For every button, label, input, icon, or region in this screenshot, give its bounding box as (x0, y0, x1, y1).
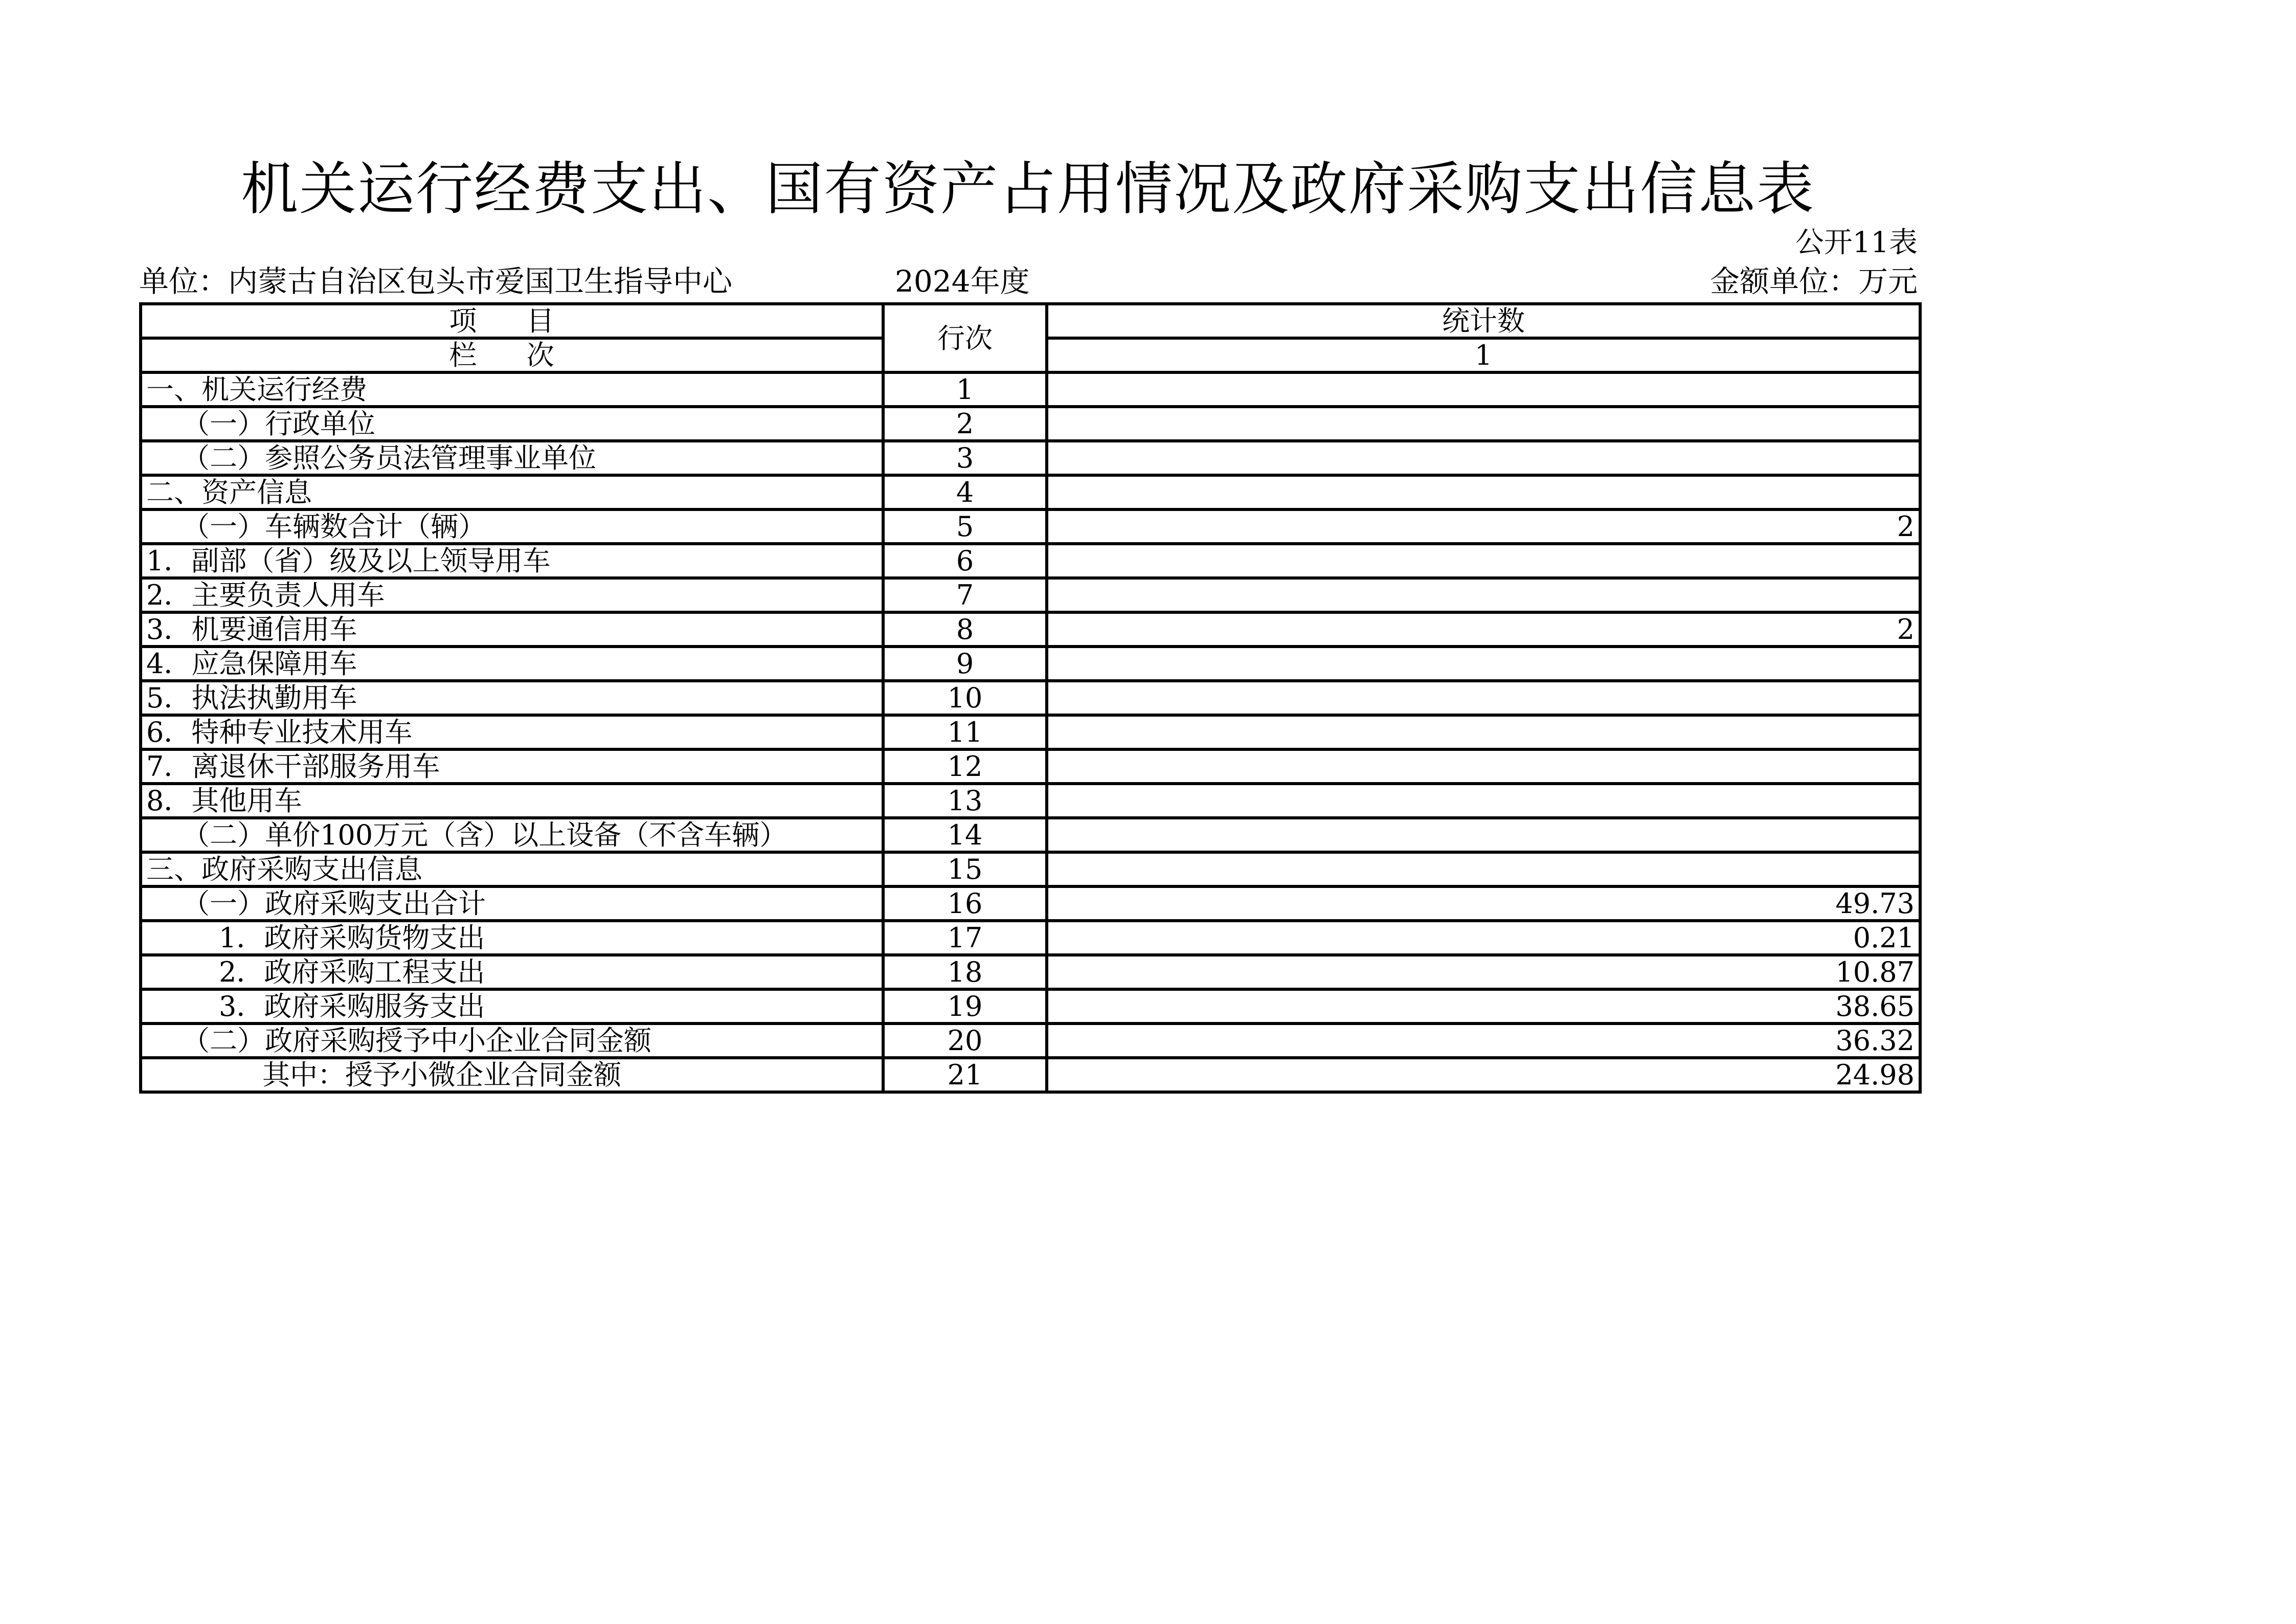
row-number: 13 (883, 784, 1047, 818)
row-value: 38.65 (1047, 989, 1920, 1024)
row-label: 5．执法执勤用车 (141, 681, 883, 715)
table-row (141, 544, 1920, 578)
page-title: 机关运行经费支出、国有资产占用情况及政府采购支出信息表 (241, 156, 1815, 223)
row-number: 2 (883, 407, 1047, 441)
unit-label: 单位：内蒙古自治区包头市爱国卫生指导中心 (139, 264, 733, 299)
row-label: 二、资产信息 (141, 475, 883, 509)
table-row (141, 886, 1920, 921)
table-row (141, 955, 1920, 989)
row-value (1047, 681, 1920, 715)
row-value (1047, 715, 1920, 749)
row-number: 15 (883, 852, 1047, 886)
row-value (1047, 578, 1920, 612)
row-number: 18 (883, 955, 1047, 989)
table-row (141, 749, 1920, 784)
row-number: 17 (883, 921, 1047, 955)
row-number: 3 (883, 441, 1047, 475)
row-label: 3．政府采购服务支出 (141, 989, 883, 1024)
table-row (141, 921, 1920, 955)
row-value (1047, 441, 1920, 475)
table-row (141, 852, 1920, 886)
table-row (141, 475, 1920, 509)
row-label: 4．应急保障用车 (141, 647, 883, 681)
row-value: 0.21 (1047, 921, 1920, 955)
header-row-no: 行次 (883, 304, 1047, 372)
form-code: 公开11表 (1795, 226, 1918, 259)
row-label: 三、政府采购支出信息 (141, 852, 883, 886)
header-row-1 (141, 304, 1920, 338)
row-number: 4 (883, 475, 1047, 509)
row-label: （二）单价100万元（含）以上设备（不含车辆） (141, 818, 883, 852)
row-label: 2．政府采购工程支出 (141, 955, 883, 989)
table-row (141, 509, 1920, 544)
row-value (1047, 372, 1920, 407)
row-value (1047, 749, 1920, 784)
row-number: 12 (883, 749, 1047, 784)
row-label: 6．特种专业技术用车 (141, 715, 883, 749)
row-value: 24.98 (1047, 1058, 1920, 1092)
row-label: 7．离退休干部服务用车 (141, 749, 883, 784)
row-number: 14 (883, 818, 1047, 852)
table-row (141, 407, 1920, 441)
row-label: （一）行政单位 (141, 407, 883, 441)
row-label: 其中：授予小微企业合同金额 (141, 1058, 883, 1092)
row-value (1047, 544, 1920, 578)
table-row (141, 612, 1920, 647)
row-label: 2．主要负责人用车 (141, 578, 883, 612)
row-label: 1．副部（省）级及以上领导用车 (141, 544, 883, 578)
money-unit-label: 金额单位：万元 (1709, 264, 1918, 299)
row-number: 20 (883, 1024, 1047, 1058)
row-number: 21 (883, 1058, 1047, 1092)
row-label: 8．其他用车 (141, 784, 883, 818)
row-value (1047, 647, 1920, 681)
row-label: （一）车辆数合计（辆） (141, 509, 883, 544)
row-number: 16 (883, 886, 1047, 921)
table-row (141, 989, 1920, 1024)
row-value: 10.87 (1047, 955, 1920, 989)
table-row (141, 784, 1920, 818)
row-number: 7 (883, 578, 1047, 612)
row-value: 36.32 (1047, 1024, 1920, 1058)
row-label: （二）参照公务员法管理事业单位 (141, 441, 883, 475)
row-value: 2 (1047, 612, 1920, 647)
row-label: 1．政府采购货物支出 (141, 921, 883, 955)
table-row (141, 441, 1920, 475)
row-label: 一、机关运行经费 (141, 372, 883, 407)
row-value (1047, 852, 1920, 886)
meta-row (139, 263, 1918, 299)
header-stat: 统计数 (1047, 304, 1920, 338)
table-row (141, 372, 1920, 407)
row-value (1047, 475, 1920, 509)
table-row (141, 647, 1920, 681)
row-number: 8 (883, 612, 1047, 647)
row-value: 2 (1047, 509, 1920, 544)
table-row (141, 818, 1920, 852)
row-value (1047, 407, 1920, 441)
row-value (1047, 784, 1920, 818)
row-number: 9 (883, 647, 1047, 681)
table-row (141, 1024, 1920, 1058)
row-value (1047, 818, 1920, 852)
report-table (139, 302, 1922, 1094)
row-number: 6 (883, 544, 1047, 578)
row-label: 3．机要通信用车 (141, 612, 883, 647)
header-item: 项 目 (141, 304, 883, 338)
table-row (141, 715, 1920, 749)
row-label: （一）政府采购支出合计 (141, 886, 883, 921)
row-number: 5 (883, 509, 1047, 544)
row-number: 11 (883, 715, 1047, 749)
row-number: 1 (883, 372, 1047, 407)
year-label: 2024年度 (895, 264, 1030, 299)
table-row (141, 1058, 1920, 1092)
header-stat-col-no: 1 (1047, 338, 1920, 372)
row-number: 10 (883, 681, 1047, 715)
row-value: 49.73 (1047, 886, 1920, 921)
row-label: （二）政府采购授予中小企业合同金额 (141, 1024, 883, 1058)
table-row (141, 681, 1920, 715)
row-number: 19 (883, 989, 1047, 1024)
header-column-label: 栏 次 (141, 338, 883, 372)
table-row (141, 578, 1920, 612)
